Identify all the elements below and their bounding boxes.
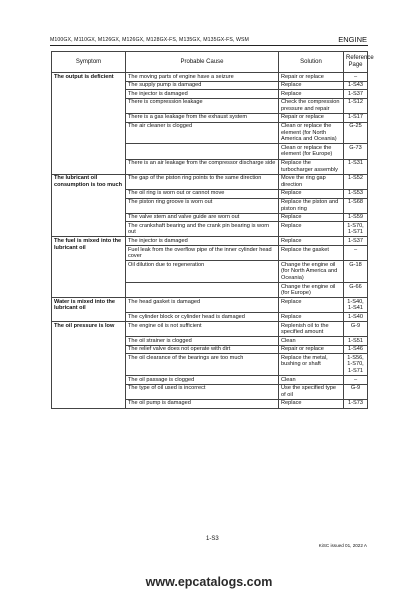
table-body xyxy=(52,73,368,409)
cause-cell: The supply pump is damaged xyxy=(126,81,279,90)
reference-cell: G-66 xyxy=(344,283,368,298)
solution-cell: Replace xyxy=(279,189,344,198)
cause-cell xyxy=(126,144,279,159)
column-header-reference: Reference Page xyxy=(344,52,368,73)
solution-cell: Clean xyxy=(279,337,344,346)
reference-cell: 1-S68 xyxy=(344,198,368,213)
reference-cell: 1-S59 xyxy=(344,213,368,222)
solution-cell: Replace the turbocharger assembly xyxy=(279,159,344,174)
issue-label: KiSC issued 01, 2022 A xyxy=(318,543,367,548)
table-row xyxy=(52,237,368,246)
reference-cell: 1-S17 xyxy=(344,113,368,122)
reference-cell: – xyxy=(344,73,368,82)
reference-cell: – xyxy=(344,376,368,385)
reference-cell: 1-S12 xyxy=(344,98,368,113)
column-header-cause: Probable Cause xyxy=(126,52,279,73)
solution-cell: Clean xyxy=(279,376,344,385)
solution-cell: Replenish oil to the specified amount xyxy=(279,322,344,337)
cause-cell: The injector is damaged xyxy=(126,237,279,246)
cause-cell: The oil clearance of the bearings are too much xyxy=(126,354,279,376)
cause-cell: The relief valve does not operate with dirt xyxy=(126,345,279,354)
reference-cell: – xyxy=(344,246,368,261)
solution-cell: Replace the piston and piston ring xyxy=(279,198,344,213)
reference-cell: G-25 xyxy=(344,122,368,144)
solution-cell: Replace xyxy=(279,313,344,322)
solution-cell: Replace xyxy=(279,222,344,237)
header-section: ENGINE xyxy=(338,35,367,44)
reference-cell: 1-S52 xyxy=(344,174,368,189)
reference-cell: 1-S73 xyxy=(344,399,368,408)
solution-cell: Repair or replace xyxy=(279,73,344,82)
cause-cell: The gap of the piston ring points to the same direction xyxy=(126,174,279,189)
solution-cell: Replace xyxy=(279,237,344,246)
reference-cell: G-9 xyxy=(344,322,368,337)
symptom-cell: The fuel is mixed into the lubricant oil xyxy=(52,237,126,298)
cause-cell: The head gasket is damaged xyxy=(126,298,279,313)
cause-cell: There is compression leakage xyxy=(126,98,279,113)
reference-cell: 1-S37 xyxy=(344,237,368,246)
header-rule xyxy=(50,45,368,46)
solution-cell: Replace xyxy=(279,298,344,313)
table-row xyxy=(52,298,368,313)
reference-cell: 1-S46 xyxy=(344,345,368,354)
table-row xyxy=(52,174,368,189)
reference-cell: 1-S53 xyxy=(344,189,368,198)
column-header-solution: Solution xyxy=(279,52,344,73)
cause-cell: The air cleaner is clogged xyxy=(126,122,279,144)
cause-cell xyxy=(126,283,279,298)
troubleshooting-table xyxy=(51,51,374,409)
cause-cell: Oil dilution due to regeneration xyxy=(126,261,279,283)
cause-cell: There is an air leakage from the compressor discharge side xyxy=(126,159,279,174)
reference-cell: 1-S40 xyxy=(344,313,368,322)
solution-cell: Repair or replace xyxy=(279,113,344,122)
watermark: www.epcatalogs.com xyxy=(145,575,273,589)
symptom-cell: The oil pressure is low xyxy=(52,322,126,409)
cause-cell: The engine oil is not sufficient xyxy=(126,322,279,337)
cause-cell: The valve stem and valve guide are worn out xyxy=(126,213,279,222)
reference-cell: G-73 xyxy=(344,144,368,159)
solution-cell: Replace xyxy=(279,81,344,90)
table-row xyxy=(52,73,368,82)
reference-cell: 1-S40, 1-S41 xyxy=(344,298,368,313)
reference-cell: 1-S56, 1-S70, 1-S71 xyxy=(344,354,368,376)
reference-cell: G-18 xyxy=(344,261,368,283)
column-header-symptom: Symptom xyxy=(52,52,126,73)
solution-cell: Clean or replace the element (for Europe) xyxy=(279,144,344,159)
page-number: 1-S3 xyxy=(206,536,219,542)
cause-cell: The oil passage is clogged xyxy=(126,376,279,385)
cause-cell: The moving parts of engine have a seizure xyxy=(126,73,279,82)
cause-cell: The oil strainer is clogged xyxy=(126,337,279,346)
cause-cell: The piston ring groove is worn out xyxy=(126,198,279,213)
solution-cell: Move the ring gap direction xyxy=(279,174,344,189)
solution-cell: Change the engine oil (for Europe) xyxy=(279,283,344,298)
cause-cell: Fuel leak from the overflow pipe of the inner cylinder head cover xyxy=(126,246,279,261)
solution-cell: Replace the gasket xyxy=(279,246,344,261)
solution-cell: Clean or replace the element (for North America and Oceania) xyxy=(279,122,344,144)
reference-cell: G-9 xyxy=(344,384,368,399)
solution-cell: Use the specified type of oil xyxy=(279,384,344,399)
cause-cell: The injector is damaged xyxy=(126,90,279,99)
cause-cell: The crankshaft bearing and the crank pin bearing is worn out xyxy=(126,222,279,237)
table-header-row xyxy=(52,52,368,73)
symptom-cell: The output is deficient xyxy=(52,73,126,175)
reference-cell: 1-S31 xyxy=(344,159,368,174)
cause-cell: The oil pump is damaged xyxy=(126,399,279,408)
solution-cell: Repair or replace xyxy=(279,345,344,354)
solution-cell: Replace the metal, bushing or shaft xyxy=(279,354,344,376)
symptom-cell: The lubricant oil consumption is too much xyxy=(52,174,126,237)
solution-cell: Check the compression pressure and repair xyxy=(279,98,344,113)
solution-cell: Replace xyxy=(279,90,344,99)
solution-cell: Replace xyxy=(279,399,344,408)
solution-cell: Change the engine oil (for North America and Oceania) xyxy=(279,261,344,283)
table-row xyxy=(52,322,368,337)
reference-cell: 1-S37 xyxy=(344,90,368,99)
header-models: M100GX, M110GX, M126GX, M126GX, M128GX-FS, M135GX, M135GX-FS, WSM xyxy=(50,37,249,43)
cause-cell: There is a gas leakage from the exhaust system xyxy=(126,113,279,122)
reference-cell: 1-S51 xyxy=(344,337,368,346)
cause-cell: The type of oil used is incorrect xyxy=(126,384,279,399)
cause-cell: The oil ring is worn out or cannot move xyxy=(126,189,279,198)
reference-cell: 1-S70, 1-S71 xyxy=(344,222,368,237)
solution-cell: Replace xyxy=(279,213,344,222)
reference-cell: 1-S43 xyxy=(344,81,368,90)
cause-cell: The cylinder block or cylinder head is damaged xyxy=(126,313,279,322)
symptom-cell: Water is mixed into the lubricant oil xyxy=(52,298,126,322)
